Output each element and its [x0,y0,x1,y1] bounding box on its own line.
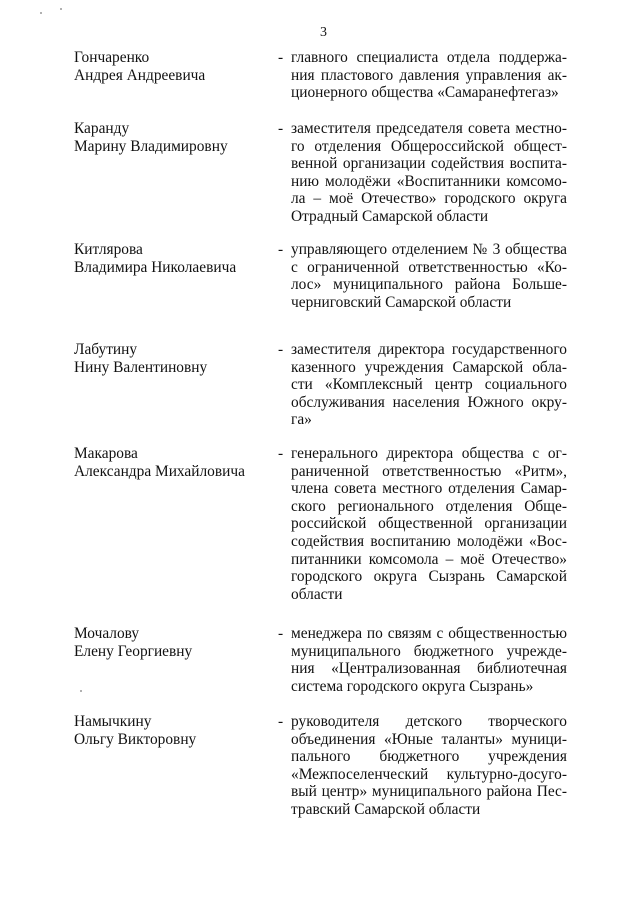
description-line: ционерного общества «Самаранефтегаз» [291,84,559,102]
surname: Китлярова [74,241,143,258]
description-line: содействия воспитанию молодёжи «Вос- [291,532,567,550]
description-line: питанники комсомола – моё Отечество» [291,550,567,568]
surname: Гончаренко [74,49,150,66]
dash-separator: - [278,241,284,258]
description-line: раниченной ответственностью «Ритм», [291,462,567,480]
surname: Намычкину [74,713,152,730]
description-line: лос» муниципального района Больше- [291,276,567,294]
position-description [291,445,567,603]
description-line: обслуживания населения Южного окру- [291,393,567,411]
person-name [74,445,264,480]
scan-speck [80,690,82,692]
description-line: ла – моё Отечество» городского округа [291,190,567,208]
description-line: менеджера по связям с общественностью [291,625,567,642]
description-line: га» [291,411,312,429]
description-line: Отрадный Самарской области [291,207,489,225]
person-name [74,713,264,748]
dash-separator: - [278,625,284,642]
dash-separator: - [278,341,284,358]
dash-separator: - [278,445,284,462]
given-name: Марину Владимировну [74,137,228,155]
description-line: казенного учреждения Самарской обла- [291,358,567,376]
given-name: Андрея Андреевича [74,66,206,84]
description-line: «Межпоселенческий культурно-досуго- [291,765,567,783]
description-line: вый центр» муниципального района Пес- [291,783,567,801]
scan-speck [60,8,62,10]
description-line: ния «Централизованная библиотечная [291,660,567,678]
description-line: городского округа Сызрань Самарской [291,568,567,586]
dash-separator: - [278,49,284,66]
description-line: российской общественной организации [291,515,567,533]
description-line: главного специалиста отдела поддержа- [291,49,567,66]
person-name [74,341,264,376]
description-line: объединения «Юные таланты» муници- [291,730,567,748]
description-line: венной организации содействия воспита- [291,155,567,173]
person-name [74,49,264,84]
position-description [291,713,567,819]
surname: Мочалову [74,625,140,642]
person-name [74,120,264,155]
description-line: система городского округа Сызрань» [291,677,534,695]
person-name [74,625,264,660]
given-name: Елену Георгиевну [74,642,193,660]
description-line: черниговский Самарской области [291,293,512,311]
position-description [291,341,567,429]
given-name: Ольгу Викторовну [74,730,197,748]
description-line: нию молодёжи «Воспитанники комсомо- [291,172,567,190]
description-line: генерального директора общества с ог- [291,445,567,462]
position-description [291,625,567,695]
description-line: руководителя детского творческого [291,713,567,730]
surname: Лабутину [74,341,138,358]
person-name [74,241,264,276]
given-name: Александра Михайловича [74,462,245,480]
description-line: ния пластового давления управления ак- [291,66,567,84]
position-description [291,241,567,311]
description-line: сти «Комплексный центр социального [291,376,567,394]
description-line: травский Самарской области [291,800,481,818]
description-line: члена совета местного отделения Самар- [291,480,567,498]
description-line: пального бюджетного учреждения [291,748,567,766]
description-line: муниципального бюджетного учрежде- [291,642,567,660]
given-name: Нину Валентиновну [74,358,208,376]
position-description [291,120,567,226]
surname: Каранду [74,120,130,137]
page-number: 3 [320,25,327,40]
dash-separator: - [278,713,284,730]
description-line: с ограниченной ответственностью «Ко- [291,258,567,276]
description-line: области [291,585,343,603]
given-name: Владимира Николаевича [74,258,237,276]
scan-speck [40,12,42,14]
surname: Макарова [74,445,138,462]
description-line: ского регионального отделения Обще- [291,497,567,515]
description-line: управляющего отделением № 3 общества [291,241,567,258]
position-description [291,49,567,102]
description-line: заместителя директора государственного [291,341,567,358]
description-line: заместителя председателя совета местно- [291,120,567,137]
dash-separator: - [278,120,284,137]
description-line: го отделения Общероссийской общест- [291,137,567,155]
